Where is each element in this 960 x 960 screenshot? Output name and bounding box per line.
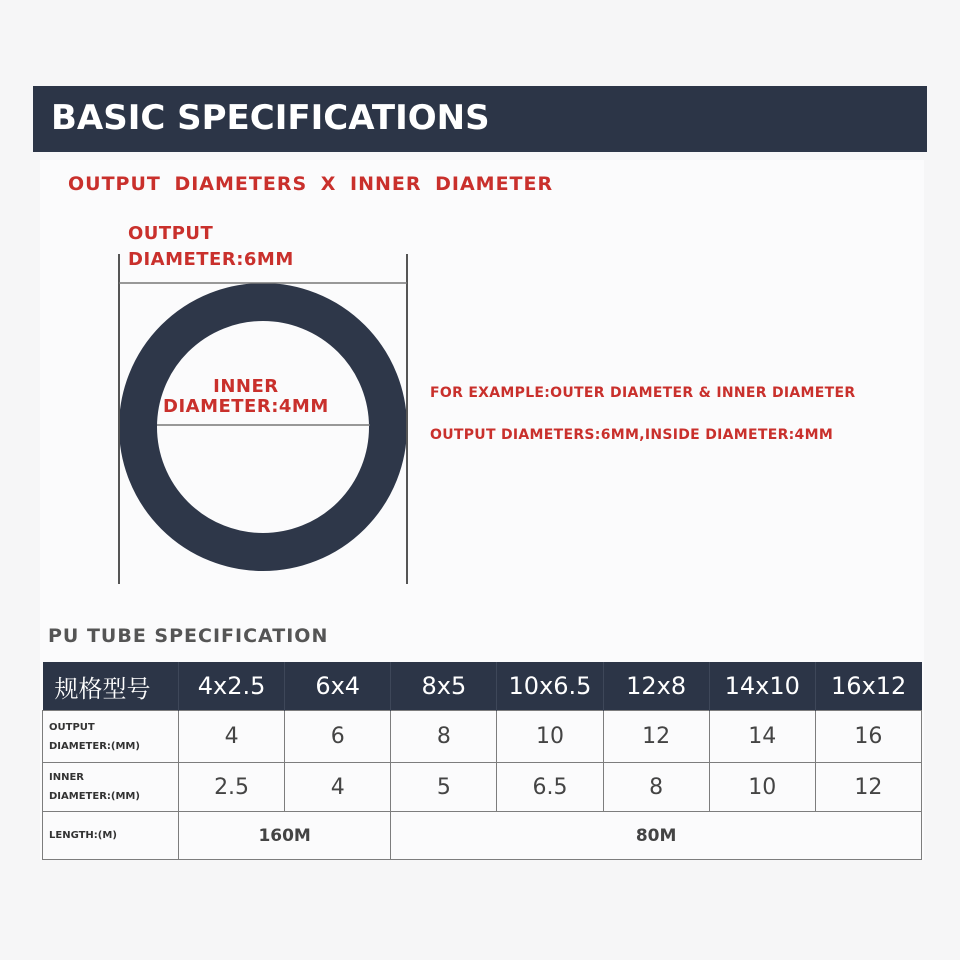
row-label-outer-line1: OUTPUT xyxy=(49,721,95,733)
row-label-outer xyxy=(43,711,179,763)
example-text-line1: FOR EXAMPLE:OUTER DIAMETER & INNER DIAMETER xyxy=(430,385,856,401)
inner-label-line1: INNER xyxy=(213,376,279,397)
table-header-row xyxy=(43,662,922,711)
outer-label-line2: DIAMETER:6MM xyxy=(128,249,294,270)
table-cell: 12 xyxy=(603,711,709,763)
table-cell: 14 xyxy=(709,711,815,763)
table-cell: 5 xyxy=(391,763,497,812)
table-cell: 12 xyxy=(815,763,921,812)
row-label-length: LENGTH:(M) xyxy=(43,812,179,860)
spec-table-title: PU TUBE SPECIFICATION xyxy=(48,625,329,647)
table-row-inner-diameter xyxy=(43,763,922,812)
header-bar xyxy=(33,86,927,152)
model-cell: 10x6.5 xyxy=(497,662,603,711)
row-label-inner-line2: DIAMETER:(MM) xyxy=(49,791,140,802)
model-cell: 12x8 xyxy=(603,662,709,711)
table-cell: 10 xyxy=(497,711,603,763)
table-cell: 2.5 xyxy=(179,763,285,812)
table-row-length xyxy=(43,812,922,860)
table-cell: 4 xyxy=(285,763,391,812)
formula-heading: OUTPUT DIAMETERS X INNER DIAMETER xyxy=(68,173,554,195)
length-cell-160m: 160M xyxy=(179,812,391,860)
model-cell: 14x10 xyxy=(709,662,815,711)
row-label-inner-line1: INNER xyxy=(49,772,84,783)
model-cell: 16x12 xyxy=(815,662,921,711)
model-header-cell: 规格型号 xyxy=(43,662,179,711)
outer-label-line1: OUTPUT xyxy=(128,223,214,244)
inner-diameter-label xyxy=(163,377,329,417)
model-cell: 4x2.5 xyxy=(179,662,285,711)
page-title: BASIC SPECIFICATIONS xyxy=(51,98,490,138)
outer-diameter-label xyxy=(128,221,294,273)
table-cell: 10 xyxy=(709,763,815,812)
row-label-outer-line2: DIAMETER:(MM) xyxy=(49,740,140,752)
example-text-line2: OUTPUT DIAMETERS:6MM,INSIDE DIAMETER:4MM xyxy=(430,427,834,443)
table-row-outer-diameter xyxy=(43,711,922,763)
table-cell: 4 xyxy=(179,711,285,763)
length-cell-80m: 80M xyxy=(391,812,922,860)
spec-table xyxy=(42,662,922,860)
table-cell: 6.5 xyxy=(497,763,603,812)
inner-label-line2: DIAMETER:4MM xyxy=(163,396,329,417)
row-label-inner xyxy=(43,763,179,812)
model-cell: 8x5 xyxy=(391,662,497,711)
model-cell: 6x4 xyxy=(285,662,391,711)
table-cell: 16 xyxy=(815,711,921,763)
table-cell: 6 xyxy=(285,711,391,763)
table-cell: 8 xyxy=(391,711,497,763)
table-cell: 8 xyxy=(603,763,709,812)
